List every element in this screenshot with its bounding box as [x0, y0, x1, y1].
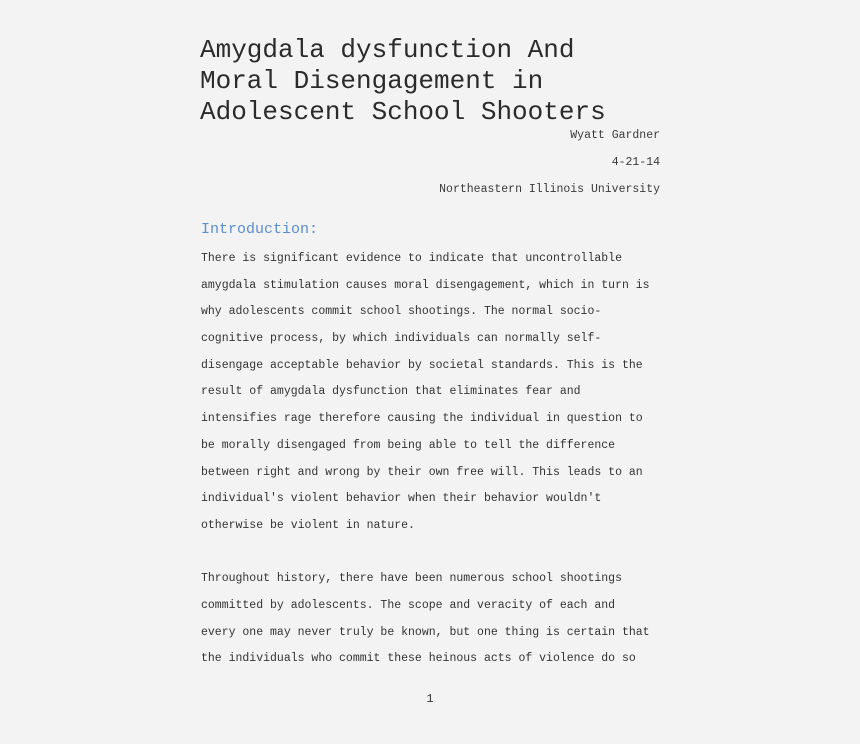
body-line: intensifies rage therefore causing the individual in question to [201, 412, 643, 426]
author-name: Wyatt Gardner [570, 129, 660, 142]
body-line: amygdala stimulation causes moral disengagement, which in turn is [201, 278, 650, 292]
body-line: the individuals who commit these heinous acts of violence do so [201, 652, 636, 666]
body-line: Throughout history, there have been numerous school shootings [201, 572, 622, 586]
document-date: 4-21-14 [611, 156, 660, 169]
title-line: Moral Disengagement in [200, 66, 544, 96]
body-line: cognitive process, by which individuals can normally self- [201, 332, 602, 346]
page-number: 1 [426, 692, 434, 706]
body-line: every one may never truly be known, but one thing is certain that [201, 625, 650, 639]
document-title [200, 35, 670, 128]
body-line: individual's violent behavior when their behavior wouldn't [201, 492, 602, 506]
body-line: be morally disengaged from being able to tell the difference [201, 438, 616, 452]
body-line: why adolescents commit school shootings. The normal socio- [201, 305, 602, 319]
body-text [201, 252, 671, 679]
body-line: result of amygdala dysfunction that eliminates fear and [201, 385, 581, 399]
paragraph-break [201, 546, 671, 573]
title-line: Amygdala dysfunction And [200, 35, 575, 65]
title-line: Adolescent School Shooters [200, 97, 606, 127]
body-line: disengage acceptable behavior by societal standards. This is the [201, 358, 643, 372]
section-heading-introduction: Introduction: [201, 221, 319, 238]
institution-name: Northeastern Illinois University [439, 183, 660, 196]
body-line: committed by adolescents. The scope and veracity of each and [201, 598, 616, 612]
body-line: between right and wrong by their own free will. This leads to an [201, 465, 643, 479]
body-line: otherwise be violent in nature. [201, 518, 415, 532]
body-line: There is significant evidence to indicate that uncontrollable [201, 252, 622, 265]
